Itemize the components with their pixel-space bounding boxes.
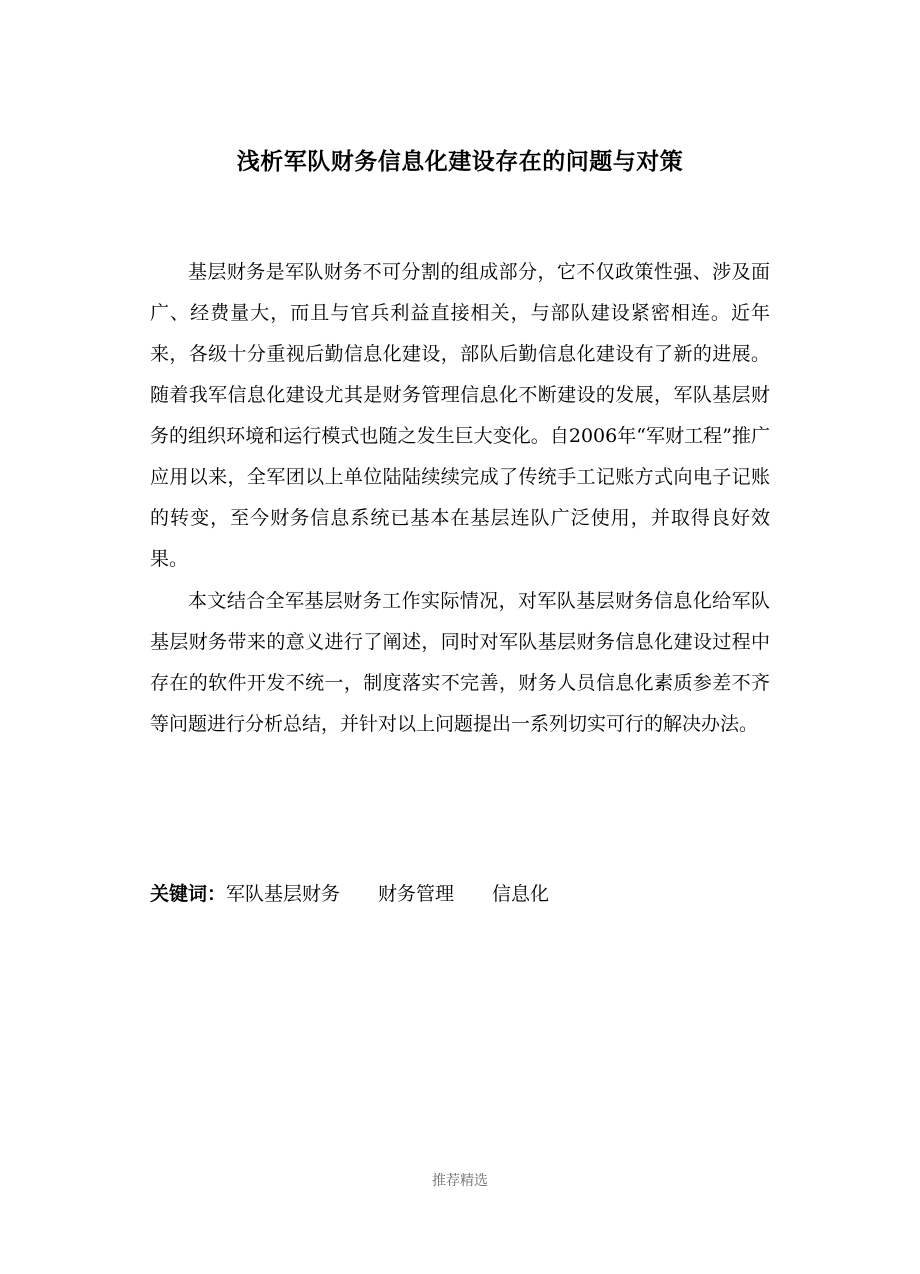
keywords-label: 关键词： [150,883,227,905]
abstract-paragraph-2: 本文结合全军基层财务工作实际情况，对军队基层财务信息化给军队基层财务带来的意义进行了阐述，同时对军队基层财务信息化建设过程中存在的软件开发不统一，制度落实不完善，财务人员信息化素质参差不齐等问题进行分析总结，并针对以上问题提出一系列切实可行的解决办法。 [150,590,770,735]
abstract-paragraph-1: 基层财务是军队财务不可分割的组成部分，它不仅政策性强、涉及面广、经费量大，而且与官兵利益直接相关，与部队建设紧密相连。近年来，各级十分重视后勤信息化建设，部队后勤信息化建设有了新的进展。随着我军信息化建设尤其是财务管理信息化不断建设的发展，军队基层财务的组织环境和运行模式也随之发生巨大变化。自2006年“军财工程”推广应用以来，全军团以上单位陆陆续续完成了传统手工记账方式向电子记账的转变，至今财务信息系统已基本在基层连队广泛使用，并取得良好效果。 [150,261,770,570]
keywords-line [150,879,587,906]
document-title: 浅析军队财务信息化建设存在的问题与对策 [236,148,684,176]
keyword-item: 军队基层财务 [226,883,341,905]
page-footer: 推荐精选 [432,1173,488,1189]
keyword-item: 信息化 [492,883,550,905]
keyword-item: 财务管理 [378,883,455,905]
